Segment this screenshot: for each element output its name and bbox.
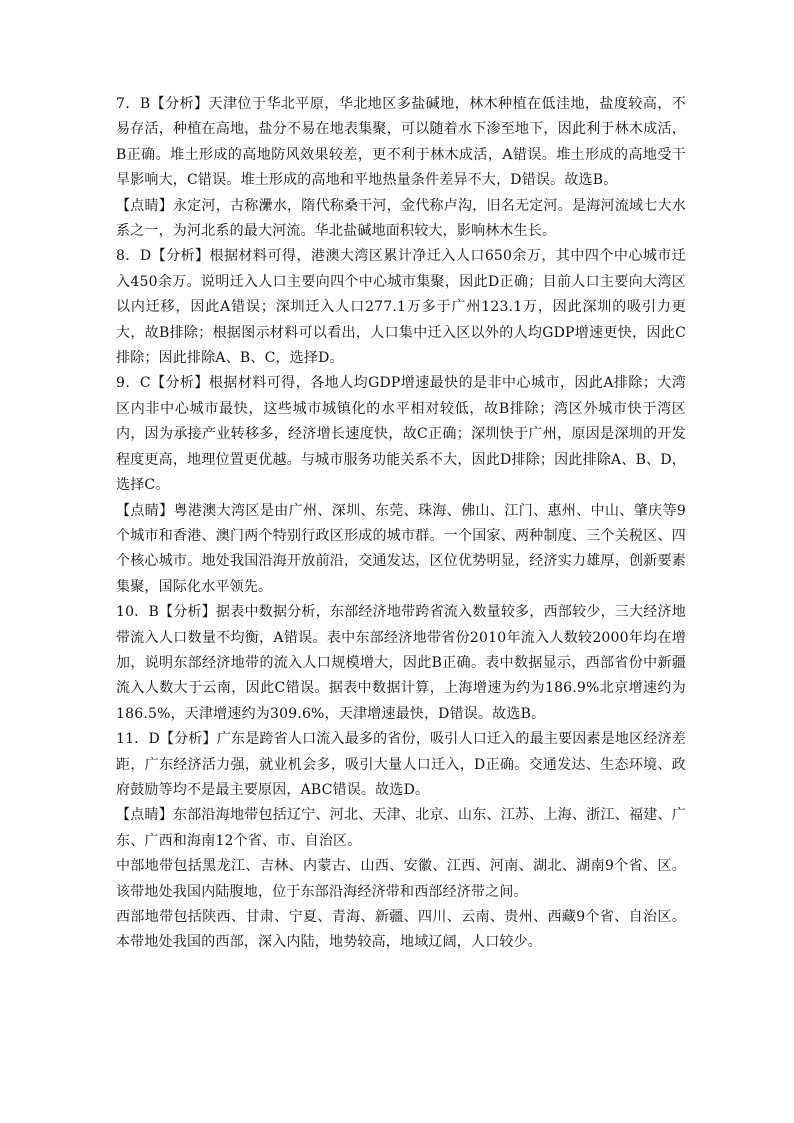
answer-9-note: 【点睛】粤港澳大湾区是由广州、深圳、东莞、珠海、佛山、江门、惠州、中山、肇庆等9个城市和香港、澳门两个特别行政区形成的城市群。一个国家、两种制度、三个关税区、四个核心城市。地处我国沿海开放前沿，交通发达，区位优势明显，经济实力雄厚，创新要素集聚，国际化水平领先。 [116,502,686,595]
answer-10-analysis: 10．B【分析】据表中数据分析，东部经济地带跨省流入数量较多，西部较少，三大经济地带流入人口数量不均衡，A错误。表中东部经济地带省份2010年流入人数较2000年均在增加，说明东部经济地带的流入人口规模增大，因此B正确。表中数据显示，西部省份中新疆流入人数大于云南，因此C错误。据表中数据计算，上海增速为约为186.9%北京增速约为186.5%，天津增速约为309.6%，天津增速最快，D错误。故选B。 [116,604,686,722]
answer-9-analysis: 9．C【分析】根据材料可得，各地人均GDP增速最快的是非中心城市，因此A排除；大湾区内非中心城市最快，这些城市城镇化的水平相对较低，故B排除；湾区外城市快于湾区内，因为承接产业转移多，经济增长速度快，故C正确；深圳快于广州，原因是深圳的开发程度更高，地理位置更优越。与城市服务功能关系不大，因此D排除；因此排除A、B、D，选择C。 [116,375,686,494]
answer-8-analysis: 8．D【分析】根据材料可得，港澳大湾区累计净迁入人口650余万，其中四个中心城市迁入450余万。说明迁入人口主要向四个中心城市集聚，因此D正确；目前人口主要向大湾区以内迁移，因此A错误；深圳迁入人口277.1万多于广州123.1万，因此深圳的吸引力更大，故B排除；根据图示材料可以看出，人口集中迁入区以外的人均GDP增速更快，因此C排除；因此排除A、B、C，选择D。 [116,248,686,367]
answer-11-note-central: 中部地带包括黑龙江、吉林、内蒙古、山西、安徽、江西、河南、湖北、湖南9个省、区。该带地处我国内陆腹地，位于东部沿海经济带和西部经济带之间。 [116,858,686,900]
answer-7-note: 【点睛】永定河，古称㶟水，隋代称桑干河，金代称卢沟，旧名无定河。是海河流域七大水系之一，为河北系的最大河流。华北盐碱地面积较大，影响林木生长。 [116,197,686,240]
answer-explanations [116,92,686,956]
answer-11-note-west: 西部地带包括陕西、甘肃、宁夏、青海、新疆、四川、云南、贵州、西藏9个省、自治区。本带地处我国的西部，深入内陆，地势较高，地域辽阔，人口较少。 [116,909,686,951]
answer-11-analysis: 11．D【分析】广东是跨省人口流入最多的省份，吸引人口迁入的最主要因素是地区经济差距，广东经济活力强，就业机会多，吸引大量人口迁入，D正确。交通发达、生态环境、政府鼓励等均不是最主要原因，ABC错误。故选D。 [116,731,686,798]
answer-7-analysis: 7．B【分析】天津位于华北平原，华北地区多盐碱地，林木种植在低洼地，盐度较高，不易存活，种植在高地，盐分不易在地表集聚，可以随着水下渗至地下，因此利于林木成活，B正确。堆土形成的高地防风效果较差，更不利于林木成活，A错误。堆土形成的高地受干旱影响大，C错误。堆土形成的高地和平地热量条件差异不大，D错误。故选B。 [116,96,686,189]
answer-11-note-east: 【点睛】东部沿海地带包括辽宁、河北、天津、北京、山东、江苏、上海、浙江、福建、广东、广西和海南12个省、市、自治区。 [116,807,686,849]
